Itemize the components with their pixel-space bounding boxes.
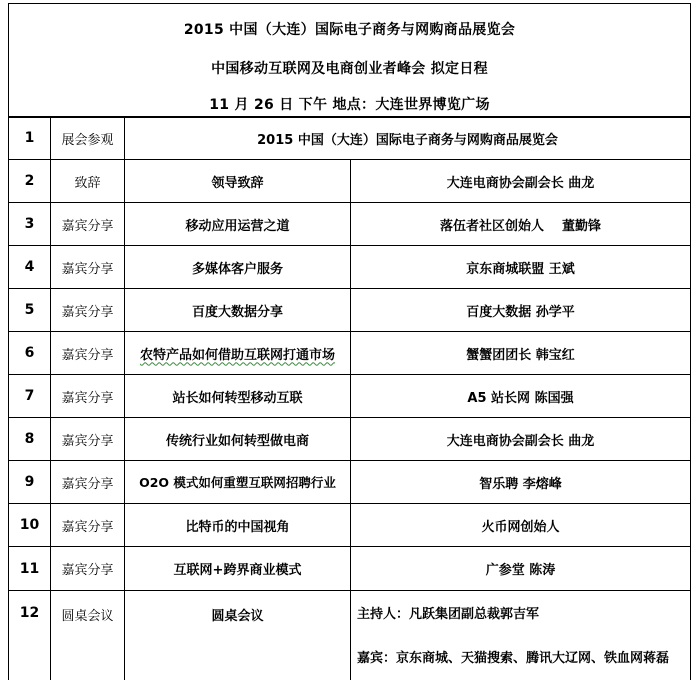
session-type: 嘉宾分享 <box>50 417 124 460</box>
table-row <box>8 417 691 460</box>
speaker: 百度大数据 孙学平 <box>350 288 691 331</box>
speaker: 火币网创始人 <box>350 503 691 546</box>
session-type: 嘉宾分享 <box>50 202 124 245</box>
row-number: 5 <box>8 288 50 331</box>
session-type: 展会参观 <box>50 116 124 159</box>
table-row <box>8 116 691 159</box>
session-topic: 比特币的中国视角 <box>124 503 350 546</box>
speaker: 广参堂 陈涛 <box>350 546 691 590</box>
session-topic: 互联网+跨界商业模式 <box>124 546 350 590</box>
session-topic-text: 农特产品如何借助互联网打通市场 <box>139 347 335 363</box>
table-row <box>8 460 691 503</box>
session-topic-text: 圆桌会议 <box>211 609 264 624</box>
guests: 嘉宾：京东商城、天猫搜索、腾讯大辽网、铁血网蒋磊 <box>357 651 670 666</box>
date-location: 11 月 26 日 下午 地点：大连世界博览广场 <box>209 97 490 113</box>
table-row <box>8 245 691 288</box>
session-title: 2015 中国（大连）国际电子商务与网购商品展览会 <box>124 116 691 159</box>
session-type-text: 圆桌会议 <box>61 609 114 624</box>
session-type: 嘉宾分享 <box>50 374 124 417</box>
session-type: 嘉宾分享 <box>50 245 124 288</box>
expo-title: 2015 中国（大连）国际电子商务与网购商品展览会 <box>183 22 516 38</box>
roundtable-participants <box>350 590 691 680</box>
row-number: 2 <box>8 159 50 202</box>
row-number: 9 <box>8 460 50 503</box>
session-topic: 移动应用运营之道 <box>124 202 350 245</box>
session-topic: 领导致辞 <box>124 159 350 202</box>
session-type: 嘉宾分享 <box>50 546 124 590</box>
row-number: 6 <box>8 331 50 374</box>
row-number-text: 12 <box>19 605 40 621</box>
speaker: A5 站长网 陈国强 <box>350 374 691 417</box>
table-row <box>8 202 691 245</box>
table-row <box>8 288 691 331</box>
session-type: 嘉宾分享 <box>50 288 124 331</box>
session-topic <box>124 590 350 680</box>
speaker: 京东商城联盟 王斌 <box>350 245 691 288</box>
speaker: 落伍者社区创始人 董勤锋 <box>350 202 691 245</box>
table-row <box>8 590 691 680</box>
session-type: 嘉宾分享 <box>50 503 124 546</box>
session-type: 致辞 <box>50 159 124 202</box>
session-topic: 站长如何转型移动互联 <box>124 374 350 417</box>
schedule-sheet <box>8 3 691 680</box>
session-type <box>50 590 124 680</box>
speaker: 大连电商协会副会长 曲龙 <box>350 417 691 460</box>
speaker: 大连电商协会副会长 曲龙 <box>350 159 691 202</box>
table-row <box>8 546 691 590</box>
session-topic <box>124 331 350 374</box>
session-topic: 多媒体客户服务 <box>124 245 350 288</box>
session-type: 嘉宾分享 <box>50 460 124 503</box>
table-row <box>8 159 691 202</box>
row-number: 3 <box>8 202 50 245</box>
speaker: 智乐聘 李熔峰 <box>350 460 691 503</box>
session-topic: O2O 模式如何重塑互联网招聘行业 <box>124 460 350 503</box>
row-number: 1 <box>8 116 50 159</box>
row-number <box>8 590 50 680</box>
session-topic: 传统行业如何转型做电商 <box>124 417 350 460</box>
row-number: 10 <box>8 503 50 546</box>
schedule-header <box>8 3 691 118</box>
summit-title: 中国移动互联网及电商创业者峰会 拟定日程 <box>211 61 488 77</box>
session-type: 嘉宾分享 <box>50 331 124 374</box>
row-number: 11 <box>8 546 50 590</box>
row-number: 7 <box>8 374 50 417</box>
table-row <box>8 503 691 546</box>
row-number: 8 <box>8 417 50 460</box>
speaker: 蟹蟹团团长 韩宝红 <box>350 331 691 374</box>
row-number: 4 <box>8 245 50 288</box>
table-row <box>8 374 691 417</box>
session-topic: 百度大数据分享 <box>124 288 350 331</box>
table-row <box>8 331 691 374</box>
host: 主持人：凡跃集团副总裁郭吉军 <box>357 607 540 622</box>
